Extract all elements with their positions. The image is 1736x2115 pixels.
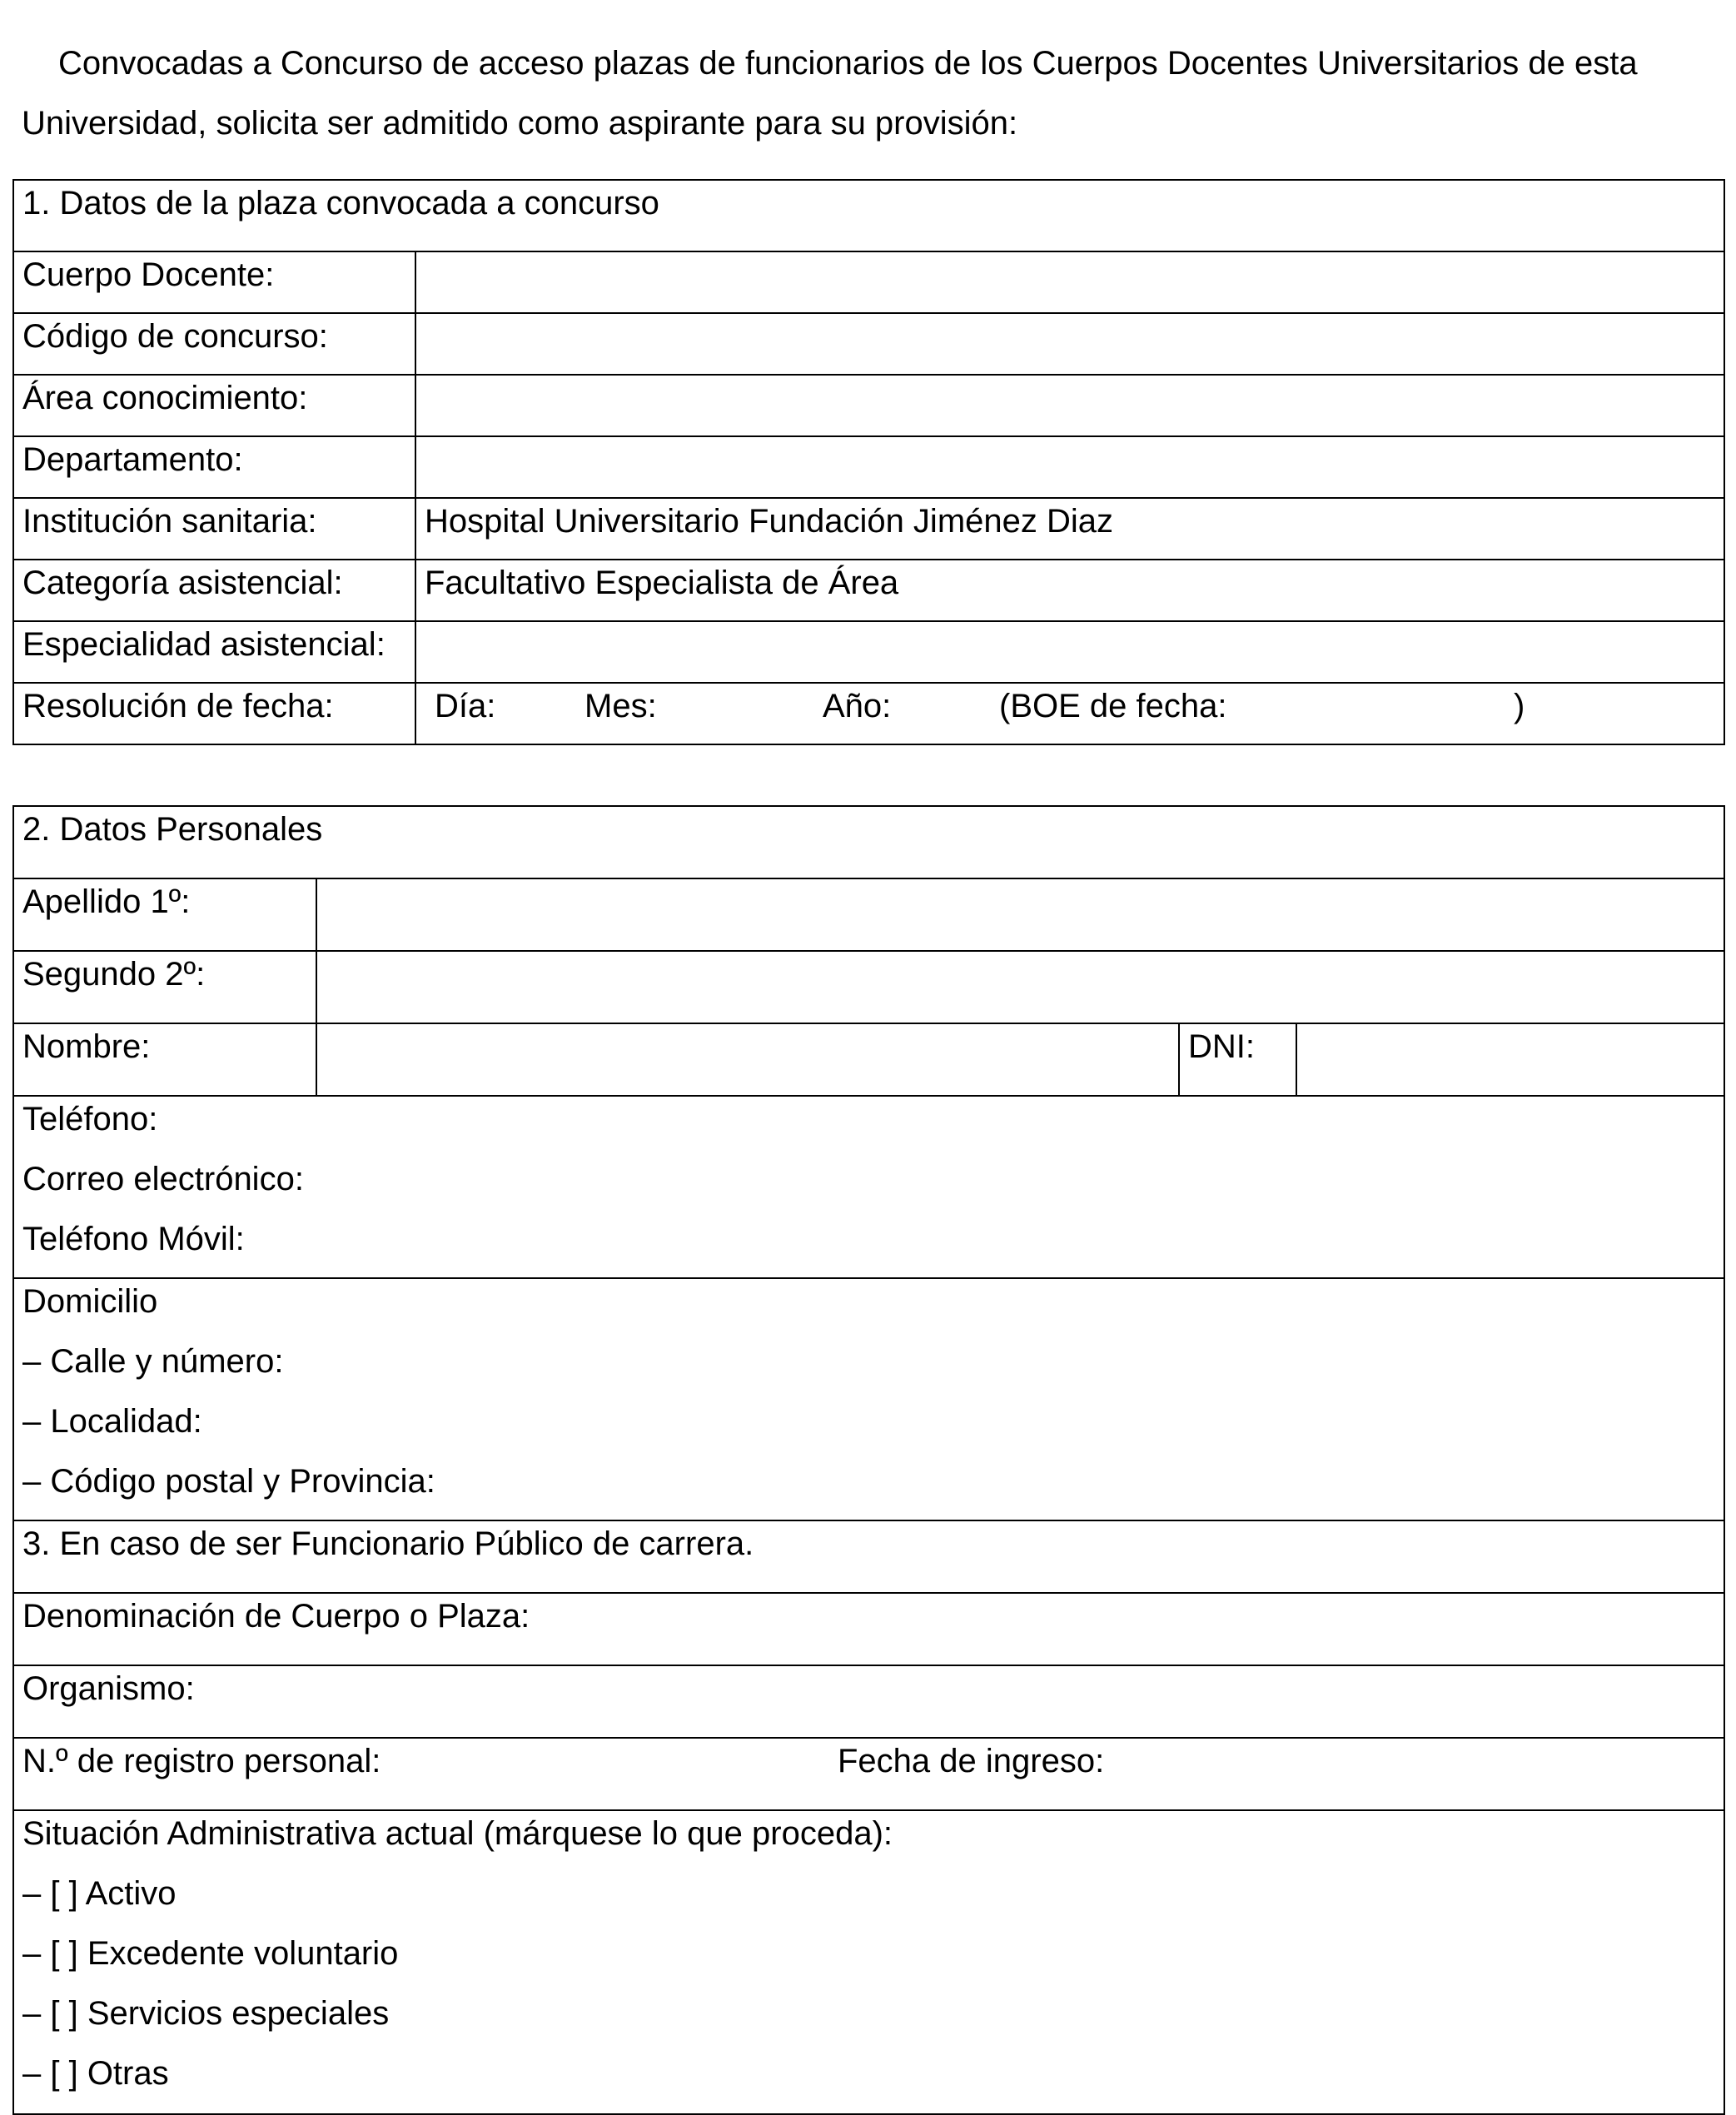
apellido1-field[interactable] bbox=[316, 878, 1724, 951]
dia-label: Día: bbox=[435, 688, 496, 724]
especialidad-asistencial-field[interactable] bbox=[415, 621, 1724, 683]
registro-fecha-row[interactable] bbox=[13, 1738, 1724, 1810]
nombre-label: Nombre: bbox=[13, 1023, 316, 1096]
institucion-sanitaria-label: Institución sanitaria: bbox=[13, 498, 415, 560]
domicilio-block[interactable] bbox=[13, 1278, 1724, 1520]
intro-paragraph: Convocadas a Concurso de acceso plazas de funcionarios de los Cuerpos Docentes Universitarios de esta Universidad, solicita ser admitido como aspirante para su provisión: bbox=[22, 45, 1638, 142]
apellido1-label: Apellido 1º: bbox=[13, 878, 316, 951]
registro-label: N.º de registro personal: bbox=[22, 1743, 381, 1779]
contact-block[interactable] bbox=[13, 1096, 1724, 1278]
option-otras[interactable]: – [ ] Otras bbox=[22, 2055, 169, 2092]
correo-label: Correo electrónico: bbox=[22, 1161, 304, 1197]
codigo-concurso-label: Código de concurso: bbox=[13, 313, 415, 375]
boe-label: (BOE de fecha: bbox=[999, 688, 1227, 724]
area-conocimiento-field[interactable] bbox=[415, 375, 1724, 436]
nombre-field[interactable] bbox=[316, 1023, 1179, 1096]
codigo-concurso-field[interactable] bbox=[415, 313, 1724, 375]
codigo-postal-label: – Código postal y Provincia: bbox=[22, 1463, 435, 1500]
option-activo[interactable]: – [ ] Activo bbox=[22, 1875, 177, 1912]
dni-field[interactable] bbox=[1296, 1023, 1724, 1096]
situacion-label: Situación Administrativa actual (márquese lo que proceda): bbox=[22, 1815, 893, 1852]
cuerpo-docente-field[interactable] bbox=[415, 251, 1724, 313]
fecha-ingreso-label: Fecha de ingreso: bbox=[838, 1743, 1105, 1779]
apellido2-field[interactable] bbox=[316, 951, 1724, 1023]
telefono-label: Teléfono: bbox=[22, 1101, 158, 1137]
denominacion-field[interactable]: Denominación de Cuerpo o Plaza: bbox=[13, 1593, 1724, 1665]
cuerpo-docente-label: Cuerpo Docente: bbox=[13, 251, 415, 313]
domicilio-label: Domicilio bbox=[22, 1283, 158, 1320]
section3-title: 3. En caso de ser Funcionario Público de carrera. bbox=[13, 1520, 1724, 1593]
localidad-label: – Localidad: bbox=[22, 1403, 202, 1440]
resolucion-fecha-label: Resolución de fecha: bbox=[13, 683, 415, 744]
option-servicios-especiales[interactable]: – [ ] Servicios especiales bbox=[22, 1995, 390, 2032]
boe-close: ) bbox=[1514, 688, 1525, 724]
area-conocimiento-label: Área conocimiento: bbox=[13, 375, 415, 436]
resolucion-fecha-field[interactable] bbox=[415, 683, 1724, 744]
apellido2-label: Segundo 2º: bbox=[13, 951, 316, 1023]
personal-data-table bbox=[12, 805, 1725, 2115]
categoria-asistencial-field[interactable]: Facultativo Especialista de Área bbox=[415, 560, 1724, 621]
situacion-block bbox=[13, 1810, 1724, 2114]
especialidad-asistencial-label: Especialidad asistencial: bbox=[13, 621, 415, 683]
departamento-field[interactable] bbox=[415, 436, 1724, 498]
anio-label: Año: bbox=[823, 688, 892, 724]
organismo-field[interactable]: Organismo: bbox=[13, 1665, 1724, 1738]
section1-title: 1. Datos de la plaza convocada a concurso bbox=[13, 180, 1724, 251]
mes-label: Mes: bbox=[584, 688, 657, 724]
departamento-label: Departamento: bbox=[13, 436, 415, 498]
categoria-asistencial-label: Categoría asistencial: bbox=[13, 560, 415, 621]
option-excedente[interactable]: – [ ] Excedente voluntario bbox=[22, 1935, 399, 1972]
calle-label: – Calle y número: bbox=[22, 1343, 284, 1380]
section2-title: 2. Datos Personales bbox=[13, 806, 1724, 878]
institucion-sanitaria-field[interactable]: Hospital Universitario Fundación Jiménez Diaz bbox=[415, 498, 1724, 560]
plaza-data-table bbox=[12, 179, 1725, 745]
dni-label: DNI: bbox=[1179, 1023, 1296, 1096]
movil-label: Teléfono Móvil: bbox=[22, 1221, 245, 1257]
